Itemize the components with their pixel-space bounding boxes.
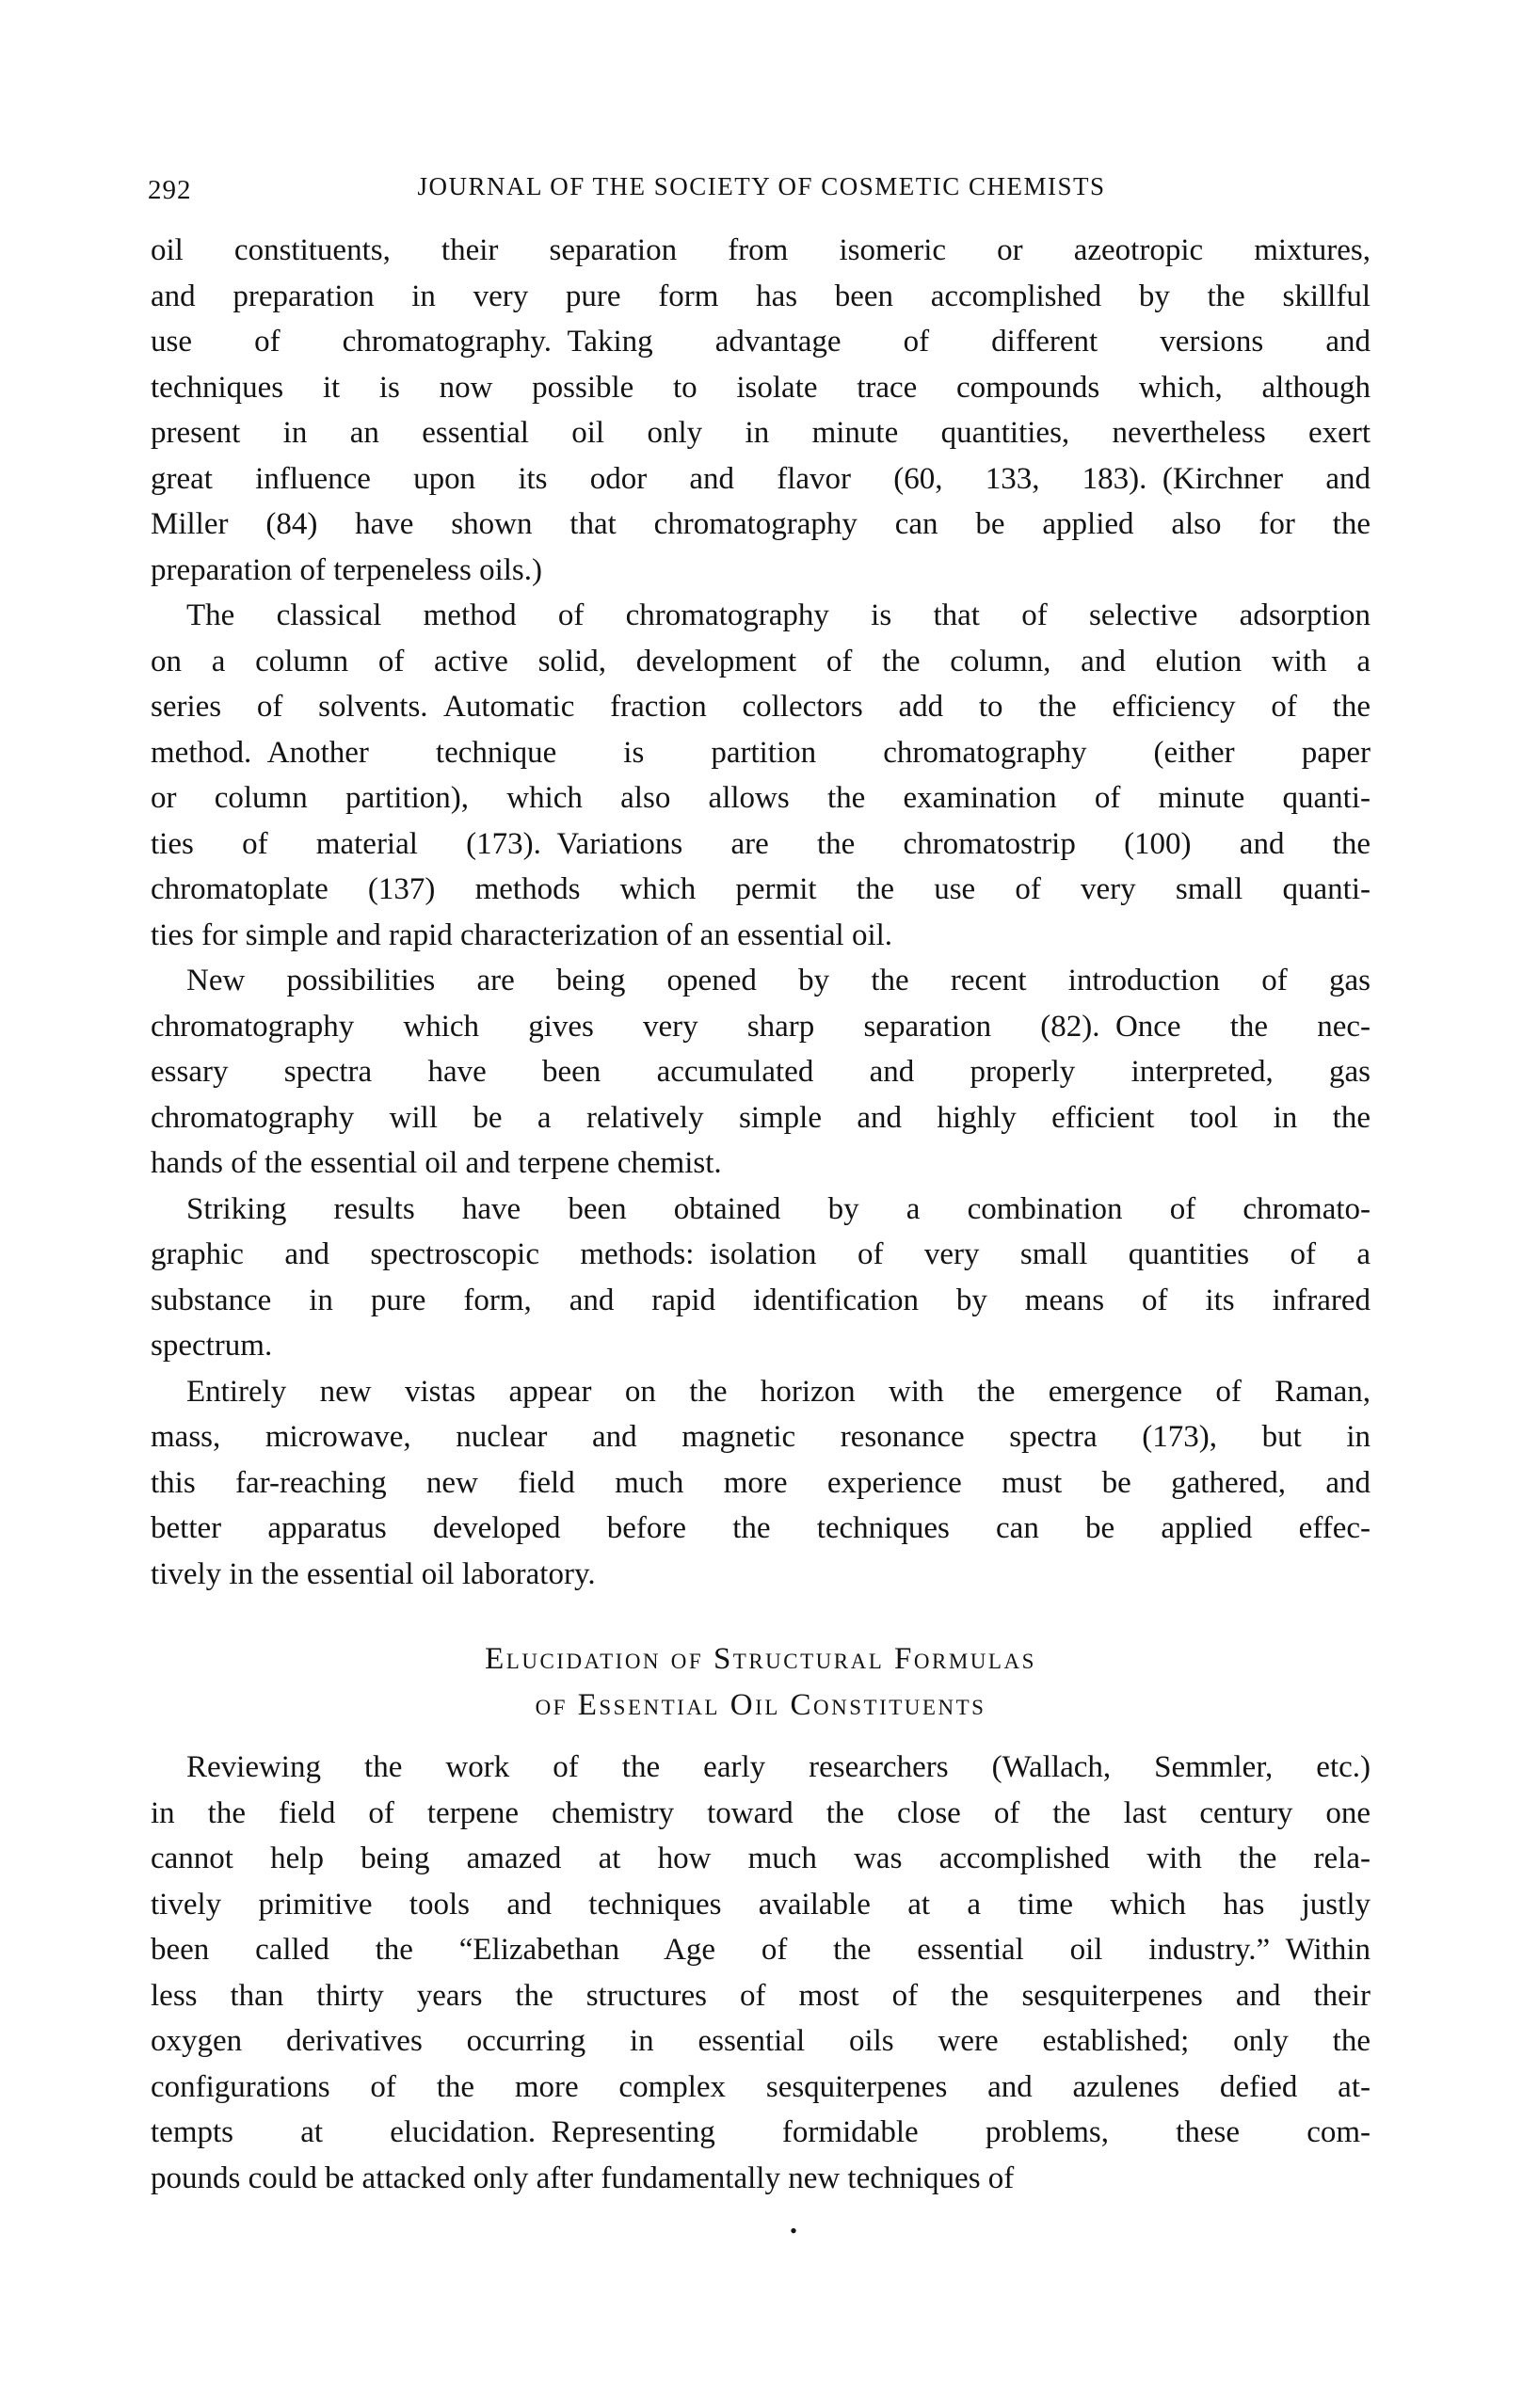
running-head-title: JOURNAL OF THE SOCIETY OF COSMETIC CHEMISTS (417, 172, 1106, 200)
paragraph (151, 228, 1371, 593)
text-line: better apparatus developed before the techniques can be applied effec- (151, 1511, 1371, 1545)
text-line: less than thirty years the structures of most of the sesquiterpenes and their (151, 1978, 1371, 2013)
text-line: ties for simple and rapid characterization of an essential oil. (151, 917, 893, 952)
section-heading-line-1: Elucidation of Structural Formulas (485, 1642, 1036, 1676)
text-line: cannot help being amazed at how much was accomplished with the rela- (151, 1842, 1371, 1875)
section-heading-line-2: of Essential Oil Constituents (535, 1687, 986, 1722)
text-line: essary spectra have been accumulated and properly interpreted, gas (151, 1055, 1371, 1089)
text-line: substance in pure form, and rapid identification by means of its infrared (151, 1283, 1371, 1317)
text-line: Reviewing the work of the early researchers (Wallach, Semmler, etc.) (186, 1750, 1371, 1784)
text-line: mass, microwave, nuclear and magnetic resonance spectra (173), but in (151, 1420, 1371, 1454)
text-line: been called the “Elizabethan Age of the essential oil industry.” Within (151, 1933, 1371, 1967)
text-line: or column partition), which also allows the examination of minute quanti- (151, 781, 1371, 815)
paragraph (151, 1369, 1371, 1598)
text-line: chromatoplate (137) methods which permit the use of very small quanti- (151, 872, 1371, 906)
text-line: graphic and spectroscopic methods: isolation of very small quantities of a (151, 1237, 1371, 1271)
separator-dot: . (789, 2207, 798, 2241)
paragraphs-top (151, 228, 1371, 1597)
text-line: pounds could be attacked only after fundamentally new techniques of (151, 2161, 1015, 2195)
paragraphs-bottom (151, 1745, 1371, 2201)
text-line: New possibilities are being opened by the recent introduction of gas (186, 964, 1371, 997)
text-line: Entirely new vistas appear on the horizon with the emergence of Raman, (186, 1374, 1371, 1409)
text-line: great influence upon its odor and flavor (60, 133, 183). (Kirchner and (151, 461, 1371, 496)
text-line: configurations of the more complex sesquiterpenes and azulenes defied at- (151, 2069, 1371, 2104)
section-heading (151, 1636, 1371, 1728)
text-line: ties of material (173). Variations are the chromatostrip (100) and the (151, 826, 1371, 861)
text-line: techniques it is now possible to isolate trace compounds which, although (151, 370, 1371, 405)
text-line: oil constituents, their separation from isomeric or azeotropic mixtures, (151, 233, 1371, 267)
page-number: 292 (148, 175, 192, 205)
running-header (0, 172, 1523, 210)
text-line: hands of the essential oil and terpene chemist. (151, 1146, 722, 1180)
text-line: oxygen derivatives occurring in essential oils were established; only the (151, 2024, 1371, 2058)
text-line: preparation of terpeneless oils.) (151, 552, 543, 587)
paragraph (151, 593, 1371, 958)
text-line: tempts at elucidation. Representing formidable problems, these com- (151, 2115, 1371, 2149)
text-line: The classical method of chromatography is that of selective adsorption (186, 598, 1371, 632)
text-line: use of chromatography. Taking advantage of different versions and (151, 325, 1371, 359)
paragraph (151, 1745, 1371, 2201)
paragraph (151, 958, 1371, 1187)
paragraph (151, 1187, 1371, 1369)
text-line: tively in the essential oil laboratory. (151, 1556, 596, 1591)
page-body (151, 228, 1371, 2247)
text-line: present in an essential oil only in minute quantities, nevertheless exert (151, 416, 1371, 450)
text-line: chromatography which gives very sharp separation (82). Once the nec- (151, 1009, 1371, 1044)
text-line: tively primitive tools and techniques available at a time which has justly (151, 1887, 1371, 1922)
text-line: in the field of terpene chemistry toward the close of the last century one (151, 1795, 1371, 1830)
text-line: spectrum. (151, 1329, 273, 1363)
text-line: and preparation in very pure form has been accomplished by the skillful (151, 279, 1371, 313)
text-line: method. Another technique is partition chromatography (either paper (151, 735, 1371, 770)
text-line: this far-reaching new field much more experience must be gathered, and (151, 1465, 1371, 1500)
text-line: Striking results have been obtained by a combination of chromato- (186, 1191, 1371, 1226)
text-line: chromatography will be a relatively simple and highly efficient tool in the (151, 1100, 1371, 1135)
text-line: on a column of active solid, development of the column, and elution with a (151, 644, 1371, 678)
text-line: series of solvents. Automatic fraction collectors add to the efficiency of the (151, 690, 1371, 724)
text-line: Miller (84) have shown that chromatography can be applied also for the (151, 507, 1371, 541)
